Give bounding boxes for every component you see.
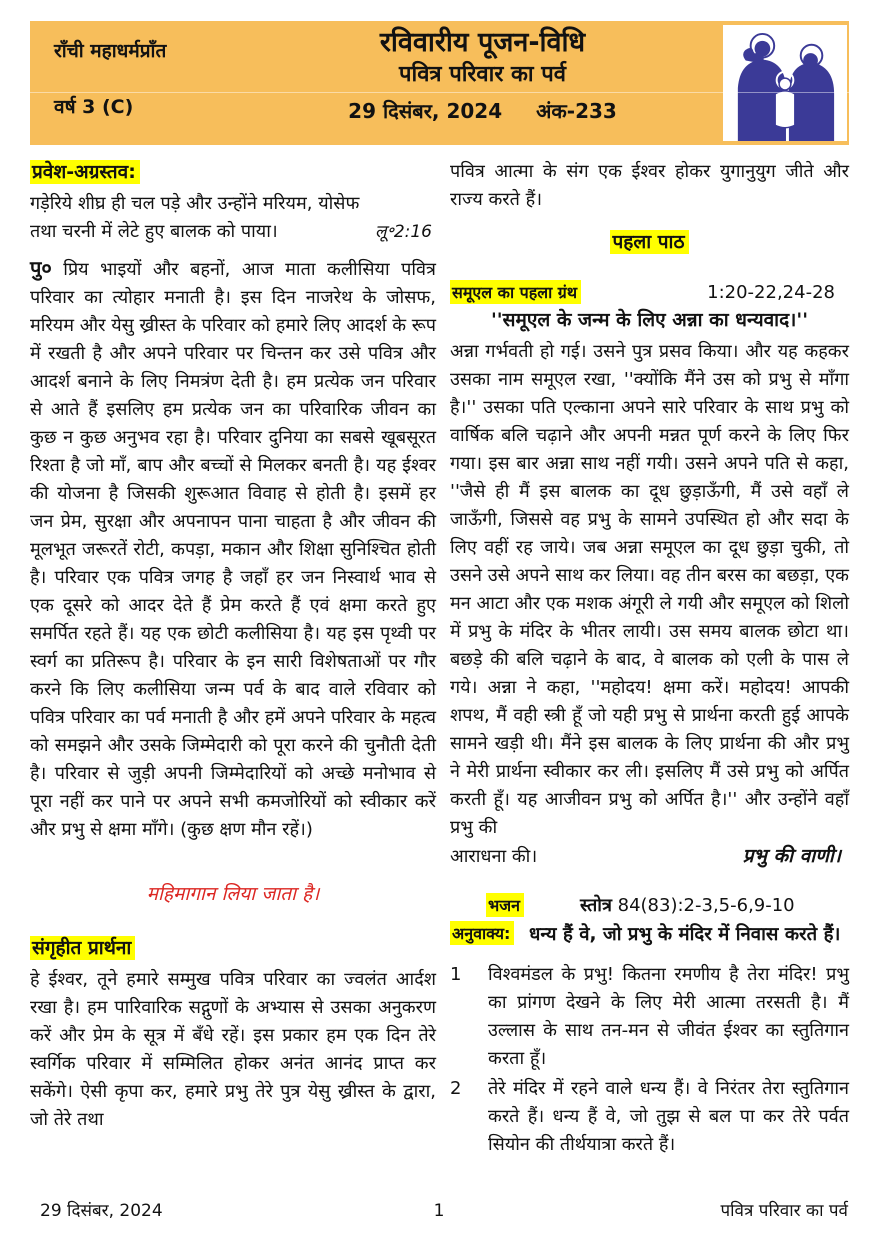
entrance-antiphon-line1: गड़ेरिये शीघ्र ही चल पड़े और उन्होंने मरियम, योसेफ [30,193,360,214]
entrance-antiphon-heading-label: प्रवेश-अग्रस्तव: [30,160,140,184]
masthead-center [242,21,723,145]
verse-text: तेरे मंदिर में रहने वाले धन्य हैं। वे निरंतर तेरा स्तुतिगान करते हैं। धन्य हैं वे, जो तुझ से बल पा कर तेरे पर्वत सियोन की तीर्थयात्रा करते हैं। [488,1078,849,1155]
entrance-antiphon-heading [30,158,436,186]
priest-address [30,254,436,844]
collect-continuation: पवित्र आत्मा के संग एक ईश्वर होकर युगानुयुग जीते और राज्य करते हैं। [450,161,849,210]
reading-reference: 1:20-22,24-28 [707,282,835,303]
reading-title: ''समूएल के जन्म के लिए अन्ना का धन्यवाद।'' [490,309,809,331]
issue-number: अंक-233 [536,99,617,123]
reading-source-row [450,280,849,304]
entrance-antiphon-text [30,190,436,246]
first-reading-heading-label: पहला पाठ [610,230,688,254]
psalm-verse [450,961,849,1073]
right-column [450,158,849,1159]
masthead-left [30,21,242,145]
psalm-heading: भजन [486,893,524,917]
diocese-label: राँची महाधर्मप्राँत [54,40,167,62]
first-reading-heading [450,228,849,254]
psalm-reference: 84(83):2-3,5-6,9-10 [617,895,795,916]
scripture-citation: लू॰2:16 [375,222,432,242]
masthead [30,21,849,145]
collect-prayer: हे ईश्वर, तूने हमारे सम्मुख पवित्र परिवार का ज्वलंत आर्दश रखा है। हम पारिवारिक सद्गुणों के अभ्यास से उसका अनुकरण करें और प्रेम के सूत्र में बँधे रहें। इस प्रकार हम एक दिन तेरे स्वर्गिक परिवार में सम्मिलित होकर अनंत आनंद प्राप्त कर सकेंगे। ऐसी कृपा कर, हमारे प्रभु तेरे पुत्र येसु ख्रीस्त के द्वारा, जो तेरे तथा [30,969,436,1130]
page-footer [30,1197,848,1221]
verse-number: 1 [450,964,462,985]
issue-date-row [242,97,723,124]
page-body [30,158,849,1159]
feast-subtitle: पवित्र परिवार का पर्व [399,62,566,87]
footer-date: 29 दिसंबर, 2024 [40,1201,163,1221]
entrance-antiphon-line2: तथा चरनी में लेटे हुए बालक को पाया। [30,221,278,242]
antiphon-row [450,921,849,949]
priest-indicator: पु० [30,256,52,280]
antiphon-text: धन्य हैं वे, जो प्रभु के मंदिर में निवास करते हैं। [528,924,841,945]
psalm-heading-row [450,893,849,917]
psalm-verse [450,1075,849,1159]
reading-body: अन्ना गर्भवती हो गई। उसने पुत्र प्रसव किया। और यह कहकर उसका नाम समूएल रखा, ''क्योंकि मैंने उस को प्रभु से माँगा है।'' उसका पति एल्काना अपने सारे परिवार के साथ प्रभु को वार्षिक बलि चढ़ाने और अपनी मन्नत पूर्ण करने के लिए फिर गया। इस बार अन्ना साथ नहीं गयी। उसने अपने पति से कहा, ''जैसे ही मैं इस बालक का दूध छुड़ाऊँगी, मैं उसे वहाँ ले जाऊँगी, जिससे वह प्रभु के सामने उपस्थित हो और सदा के लिए वहीं रह जाये। जब अन्ना समूएल का दूध छुड़ा चुकी, तो उसने उसे अपने साथ कर लिया। वह तीन बरस का बछड़ा, एक मन आटा और एक मशक अंगूरी ले गयी और समूएल को शिलो में प्रभु के मंदिर के भीतर लायी। उस समय बालक छोटा था। बछड़े की बलि चढ़ाने के बाद, वे बालक को एली के पास ले गये। अन्ना ने कहा, ''महोदय! क्षमा करें। महोदय! आपकी शपथ, मैं वही स्त्री हूँ जो यही प्रभु से प्रार्थना करती हुई आपके सामने खड़ी थी। मैंने इस बालक के लिए प्रार्थना की और प्रभु ने मेरी प्रार्थना स्वीकार कर ली। इसलिए मैं उसे प्रभु को अर्पित करती हूँ। यह आजीवन प्रभु को अर्पित है।'' और उन्होंने वहाँ प्रभु की [450,341,849,838]
issue-date: 29 दिसंबर, 2024 [348,99,503,123]
holy-family-image [723,25,847,141]
priest-address-text: प्रिय भाइयों और बहनों, आज माता कलीसिया पवित्र परिवार का त्योहार मनाती है। इस दिन नाजरेथ के जोसफ, मरियम और येसु ख्रीस्त के परिवार को हमारे लिए आदर्श के रूप में रखती है और अपने परिवार पर चिन्तन कर उसे पवित्र और आदर्श बनाने के लिए निमत्रंण देती है। हम प्रत्येक जन परिवार से आते हैं इसलिए हम प्रत्येक जन का परिवारिक जीवन का कुछ न कुछ अनुभव रहा है। परिवार दुनिया का सबसे खूबसूरत रिश्ता है जो माँ, बाप और बच्चों से मिलकर बनती है। यह ईश्वर की योजना है जिसकी शुरूआत विवाह से होती है। इसमें हर जन प्रेम, सुरक्षा और अपनापन पाना चाहता है और जीवन की मूलभूत जरूरतें रोटी, कपड़ा, मकान और शिक्षा सुनिश्चित होती है। परिवार एक पवित्र जगह है जहाँ हर जन निस्वार्थ भाव से एक दूसरे को आदर देते हैं प्रेम करते हैं एवं क्षमा करते हुए समर्पित रहते हैं। यह एक छोटी कलीसिया है। यह इस पृथ्वी पर स्वर्ग का प्रतिरूप है। परिवार के इन सारी विशेषताओं पर गौर करने कि लिए कलीसिया जन्म पर्व के बाद वाले रविवार को पवित्र परिवार का पर्व मनाती है और हमें अपने परिवार के महत्व को समझने और उसके जिम्मेदारी को पूरा करने की चुनौती देती है। परिवार से जुड़ी अपनी जिम्मेदारियों को अच्छे मनोभाव से पूरा नहीं कर पाने पर अपने सभी कमजोरियों को स्वीकार करें और प्रभु से क्षमा माँगे। (कुछ क्षण मौन रहें।) [30,259,436,840]
entrance-antiphon-line2-row [30,218,436,246]
verse-text: विश्वमंडल के प्रभु! कितना रमणीय है तेरा मंदिर! प्रभु का प्रांगण देखने के लिए मेरी आत्मा तरसती है। मैं उल्लास के साथ तन-मन से जीवंत ईश्वर का स्तुतिगान करता हूँ। [488,964,849,1069]
collect-heading-label: संगृहीत प्रार्थना [30,936,135,960]
newsletter-title: रविवारीय पूजन-विधि [379,27,586,58]
psalm-source: स्तोत्र [580,895,612,916]
gloria-rubric: महिमागान लिया जाता है। [146,883,320,905]
reading-source: समूएल का पहला ग्रंथ [450,280,581,304]
verse-number: 2 [450,1078,462,1099]
liturgical-year-label: वर्ष 3 (C) [54,96,134,118]
word-of-lord-acclamation: प्रभु की वाणी। [742,845,841,867]
reading-lastline: आराधना की। [450,846,538,867]
page-number: 1 [433,1201,445,1221]
footer-feast: पवित्र परिवार का पर्व [720,1201,848,1221]
left-column [30,158,436,1159]
reading-lastline-row [450,842,849,871]
collect-heading [30,934,436,962]
psalm-reference-wrap [580,893,795,917]
antiphon-label: अनुवाक्य: [450,921,514,945]
